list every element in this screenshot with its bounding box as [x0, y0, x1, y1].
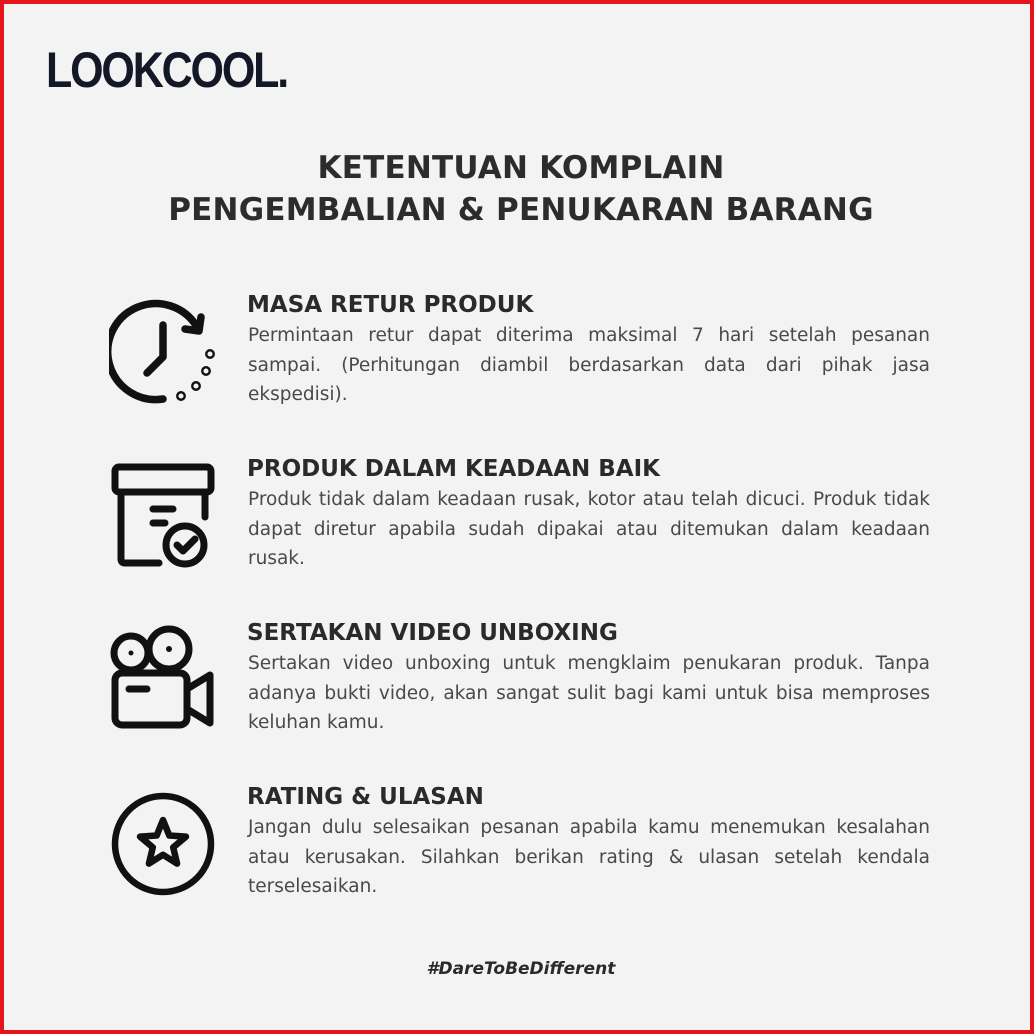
star-circle-icon: [109, 790, 217, 898]
list-item-return-period: [4, 291, 1034, 421]
footer-hashtag: #DareToBeDifferent: [426, 959, 616, 979]
page-title-line-2: PENGEMBALIAN & PENUKARAN BARANG: [168, 192, 874, 228]
item-description: Jangan dulu selesaikan pesanan apabila kamu menemukan kesalahan atau kerusakan. Silahkan berikan rating & ulasan setelah kendala terselesaikan.: [248, 817, 930, 897]
item-description: Produk tidak dalam keadaan rusak, kotor atau telah dicuci. Produk tidak dapat diretur apabila sudah dipakai atau ditemukan dalam keadaan rusak.: [248, 489, 930, 569]
item-description: Permintaan retur dapat diterima maksimal 7 hari setelah pesanan sampai. (Perhitungan diambil berdasarkan data dari pihak jasa ekspedisi).: [248, 325, 930, 405]
clock-arrow-icon: [109, 297, 217, 405]
item-title: SERTAKAN VIDEO UNBOXING: [247, 620, 618, 646]
list-item-good-condition: [4, 455, 1034, 585]
list-item-rating-review: [4, 783, 1034, 913]
item-title: PRODUK DALAM KEADAAN BAIK: [247, 456, 660, 482]
brand-logo: LOOKCOOL.: [46, 42, 288, 98]
item-title: RATING & ULASAN: [247, 784, 484, 810]
box-check-icon: [109, 461, 217, 569]
item-description: Sertakan video unboxing untuk mengklaim penukaran produk. Tanpa adanya bukti video, akan sangat sulit bagi kami untuk bisa memproses keluhan kamu.: [248, 653, 930, 733]
item-title: MASA RETUR PRODUK: [247, 292, 534, 318]
video-camera-icon: [109, 625, 217, 733]
list-item-unboxing-video: [4, 619, 1034, 749]
page-title: [4, 147, 1034, 231]
page-title-line-1: KETENTUAN KOMPLAIN: [317, 150, 725, 186]
